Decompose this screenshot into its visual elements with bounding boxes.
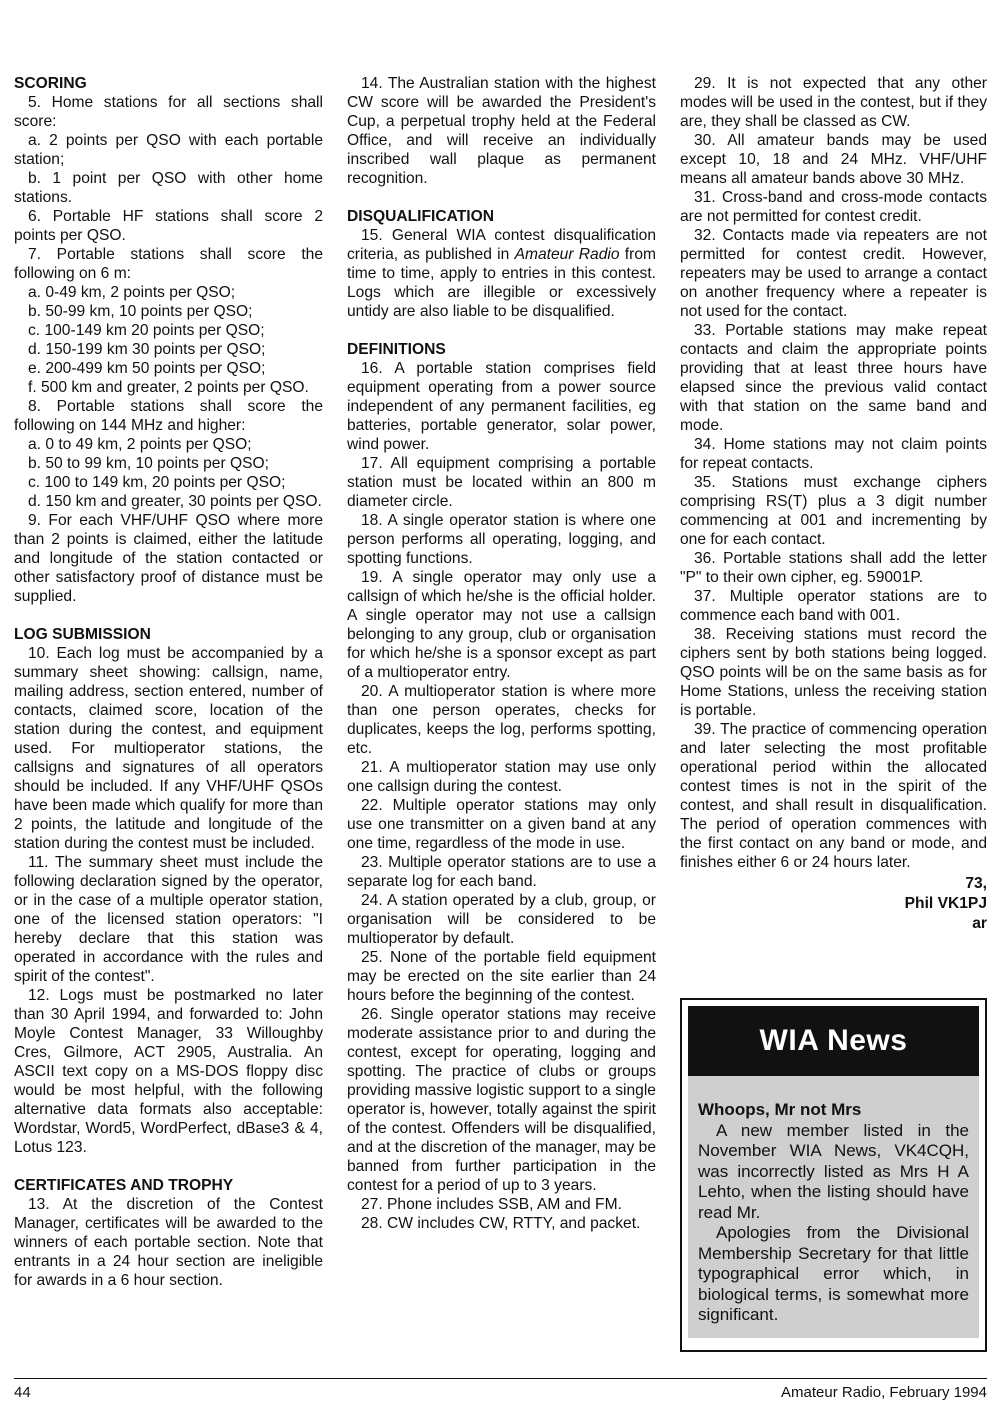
rule-14: 14. The Australian station with the highest CW score will be awarded the President's Cup, a perpetual trophy held at the Federal Office, and will receive an individually inscribed wall plaque as permanent recognition. [347, 75, 656, 187]
rule-27: 27. Phone includes SSB, AM and FM. [361, 1196, 622, 1213]
rule-8c: c. 100 to 149 km, 20 points per QSO; [28, 474, 286, 491]
rule-7c: c. 100-149 km 20 points per QSO; [28, 322, 265, 339]
rule-9: 9. For each VHF/UHF QSO where more than 2 points is claimed, either the latitude and longitude of the station contacted or other satisfactory proof of distance must be supplied. [14, 512, 323, 605]
sign-name: Phil VK1PJ [904, 895, 987, 912]
column-3 [680, 74, 987, 934]
rule-15 [347, 226, 656, 321]
definitions-heading: DEFINITIONS [347, 341, 446, 358]
rule-7: 7. Portable stations shall score the following on 6 m: [14, 246, 323, 282]
rule-11: 11. The summary sheet must include the following declaration signed by the operator, or in the case of a multiple operator station, one of the licensed station operators: "I hereby declare that this station was operated in accordance with the rules and spirit of the contest". [14, 854, 323, 985]
rule-5: 5. Home stations for all sections shall score: [14, 94, 323, 130]
rule-5a: a. 2 points per QSO with each portable station; [14, 132, 323, 168]
rule-15-pre: 15. General WIA contest disqualification criteria, as published in [347, 227, 656, 263]
rule-35: 35. Stations must exchange ciphers comprising RS(T) plus a 3 digit number commencing at 001 and incrementing by one for each contact. [680, 474, 987, 548]
wia-news-body [688, 1076, 979, 1338]
sign-ar: ar [972, 915, 987, 932]
rule-28: 28. CW includes CW, RTTY, and packet. [361, 1215, 641, 1232]
rule-25: 25. None of the portable field equipment may be erected on the site earlier than 24 hours before the beginning of the contest. [347, 949, 656, 1004]
rule-31: 31. Cross-band and cross-mode contacts are not permitted for contest credit. [680, 189, 987, 225]
rule-7f: f. 500 km and greater, 2 points per QSO. [28, 379, 309, 396]
footer-rule [14, 1378, 987, 1379]
news-headline: Whoops, Mr not Mrs [698, 1100, 862, 1119]
rule-16: 16. A portable station comprises field equipment operating from a power source independent of any permanent facilities, eg batteries, portable generator, solar power, wind power. [347, 360, 656, 453]
rule-24: 24. A station operated by a club, group, or organisation will be considered to be multioperator by default. [347, 892, 656, 947]
sign-73: 73, [965, 875, 987, 892]
rule-30: 30. All amateur bands may be used except 10, 18 and 24 MHz. VHF/UHF means all amateur bands above 30 MHz. [680, 132, 987, 187]
rule-38: 38. Receiving stations must record the ciphers sent by both stations being logged. QSO points will be on the same basis as for Home Stations, unless the receiving station is portable. [680, 626, 987, 719]
signature-block [680, 874, 987, 934]
rule-23: 23. Multiple operator stations are to use a separate log for each band. [347, 854, 656, 890]
rule-8b: b. 50 to 99 km, 10 points per QSO; [28, 455, 269, 472]
rule-26: 26. Single operator stations may receive moderate assistance prior to and during the contest, except for operating, logging and spotting. The practice of clubs or groups providing massive logistic support to a single operator is, however, totally against the spirit of the contest. Offenders will be disqualified, and at the discretion of the manager, may be banned from further participation in the contest for a period of up to 3 years. [347, 1006, 656, 1194]
rule-39: 39. The practice of commencing operation and later selecting the most profitable operational period within the allocated contest times is not in the spirit of the contest, and shall result in disqualification. The period of operation commences with the first contact on any band or mode, and finishes either 6 or 24 hours later. [680, 721, 987, 871]
scoring-heading: SCORING [14, 75, 87, 92]
rule-7e: e. 200-499 km 50 points per QSO; [28, 360, 266, 377]
rule-15-post: from time to time, apply to entries in this contest. Logs which are illegible or excessively untidy are also liable to be disqualified. [347, 246, 656, 320]
rule-34: 34. Home stations may not claim points for repeat contacts. [680, 436, 987, 472]
rule-37: 37. Multiple operator stations are to commence each band with 001. [680, 588, 987, 624]
rule-32: 32. Contacts made via repeaters are not permitted for contest credit. However, repeaters may be used to arrange a contact on another frequency where a repeater is not used for the contact. [680, 227, 987, 320]
rule-36: 36. Portable stations shall add the letter "P" to their own cipher, eg. 59001P. [680, 550, 987, 586]
rule-22: 22. Multiple operator stations may only use one transmitter on a given band at any one time, regardless of the mode in use. [347, 797, 656, 852]
rule-19: 19. A single operator may only use a callsign of which he/she is the official holder. A single operator may not use a callsign belonging to any group, club or organisation for which he/she is a sponsor except as part of a multioperator entry. [347, 569, 656, 681]
rule-18: 18. A single operator station is where one person performs all operating, logging, and spotting functions. [347, 512, 656, 567]
column-1 [14, 74, 323, 1290]
wia-news-box [680, 998, 987, 1352]
rule-13: 13. At the discretion of the Contest Manager, certificates will be awarded to the winners of each portable section. Note that entrants in a 24 hour section are ineligible for awards in a 6 hour section. [14, 1196, 323, 1289]
rule-33: 33. Portable stations may make repeat contacts and claim the appropriate points providing that at least three hours have elapsed since the previous valid contact with that station on the same band and mode. [680, 322, 987, 434]
publication-title: Amateur Radio [514, 246, 620, 263]
journal-footer: Amateur Radio, February 1994 [781, 1384, 987, 1401]
rule-17: 17. All equipment comprising a portable station must be located within an 800 m diameter circle. [347, 455, 656, 510]
rule-8a: a. 0 to 49 km, 2 points per QSO; [28, 436, 252, 453]
rule-12: 12. Logs must be postmarked no later than 30 April 1994, and forwarded to: John Moyle Contest Manager, 33 Willoughby Cres, Gilmore, ACT 2905, Australia. An ASCII text copy on a MS-DOS floppy disc would be most helpful, with the following alternative data formats also acceptable: Wordstar, Word5, WordPerfect, dBase3 & 4, Lotus 123. [14, 987, 323, 1156]
disqualification-heading: DISQUALIFICATION [347, 208, 494, 225]
rule-5b: b. 1 point per QSO with other home stations. [14, 170, 323, 206]
rule-20: 20. A multioperator station is where more than one person operates, checks for duplicates, keeps the log, performs spotting, etc. [347, 683, 656, 757]
news-paragraph-2: Apologies from the Divisional Membership Secretary for that little typographical error which, in biological terms, is somewhat more significant. [698, 1223, 969, 1324]
certificates-heading: CERTIFICATES AND TROPHY [14, 1177, 234, 1194]
rule-10: 10. Each log must be accompanied by a summary sheet showing: callsign, name, mailing address, section entered, number of contacts, claimed score, location of the station during the contest, and equipment used. For multioperator stations, the callsigns and signatures of all operators should be included. If any VHF/UHF QSOs have been made which qualify for more than 2 points, the latitude and longitude of the station during the contest must be included. [14, 645, 323, 852]
rule-21: 21. A multioperator station may use only one callsign during the contest. [347, 759, 656, 795]
rule-29: 29. It is not expected that any other modes will be used in the contest, but if they are, they shall be classed as CW. [680, 75, 987, 130]
rule-8d: d. 150 km and greater, 30 points per QSO. [28, 493, 322, 510]
wia-news-title: WIA News [688, 1006, 979, 1076]
news-paragraph-1: A new member listed in the November WIA News, VK4CQH, was incorrectly listed as Mrs H A Lehto, when the listing should have read Mr. [698, 1120, 969, 1222]
column-2 [347, 74, 656, 1233]
rule-7b: b. 50-99 km, 10 points per QSO; [28, 303, 253, 320]
page-number: 44 [14, 1384, 31, 1401]
rule-6: 6. Portable HF stations shall score 2 points per QSO. [14, 208, 323, 244]
rule-8: 8. Portable stations shall score the following on 144 MHz and higher: [14, 398, 323, 434]
rule-7a: a. 0-49 km, 2 points per QSO; [28, 284, 236, 301]
rule-7d: d. 150-199 km 30 points per QSO; [28, 341, 266, 358]
log-submission-heading: LOG SUBMISSION [14, 626, 151, 643]
